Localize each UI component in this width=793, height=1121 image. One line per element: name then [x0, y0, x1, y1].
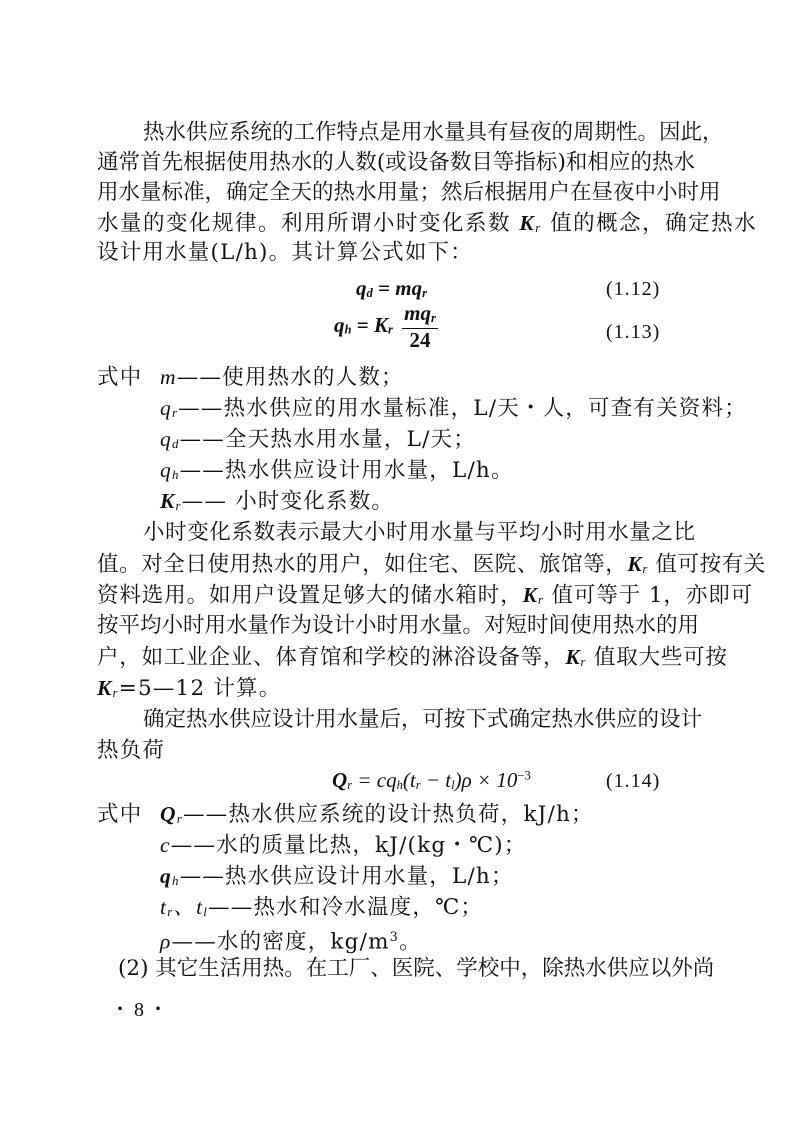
definition: ——热水供应设计用水量，L/h。 — [179, 458, 514, 483]
symbol: q — [160, 396, 172, 420]
symbol: q — [160, 864, 172, 888]
equation-1-12 — [356, 276, 427, 301]
text-segment: 值可等于 1，亦即可 — [551, 583, 754, 608]
subscript: l — [203, 904, 209, 919]
symbol: m — [160, 365, 177, 389]
eq-symbol: = mq — [378, 276, 423, 300]
equation-1-14 — [332, 768, 531, 793]
definition: ——热水和冷水温度，℃； — [208, 895, 484, 920]
eq-symbol: q — [334, 312, 345, 337]
paragraph-1-line-1: 热水供应系统的工作特点是用水量具有昼夜的周期性。因此， — [143, 120, 724, 145]
paragraph-2-line-5 — [97, 642, 728, 677]
where-list-2-item-5 — [160, 923, 422, 958]
definition: ——水的质量比热，kJ/(kg・℃)； — [170, 833, 527, 858]
definition: ——热水供应的用水量标准，L/天・人，可查有关资料； — [178, 396, 747, 421]
symbol: Q — [160, 802, 177, 826]
eq-equals: = — [356, 312, 369, 337]
equation-number-1-13: (1.13) — [606, 321, 661, 343]
definition: ——水的密度，kg/m — [171, 929, 390, 955]
eq-subscript: r — [415, 777, 421, 792]
symbol: ρ — [160, 929, 172, 954]
eq-symbol: )ρ × 10 — [454, 768, 518, 792]
paragraph-2-line-4: 按平均小时用水量作为设计小时用水量。对短时间使用热水的用 — [97, 613, 700, 638]
kr-symbol: K — [522, 583, 538, 607]
paragraph-4-line-1: (2) 其它生活用热。在工厂、医院、学校中，除热水供应以外尚 — [118, 956, 715, 981]
paragraph-2-line-2 — [97, 549, 766, 584]
text-segment: 值的概念，确定热水 — [550, 211, 758, 236]
subscript: r — [167, 904, 174, 919]
equation-number-1-12: (1.12) — [606, 278, 661, 300]
definition: ——全天热水用水量，L/天； — [179, 427, 476, 452]
paragraph-1-line-3: 用水量标准，确定全天的热水用量；然后根据用户在昼夜中小时用 — [97, 180, 721, 205]
definition: ——热水供应设计用水量，L/h； — [179, 864, 514, 889]
symbol: q — [160, 427, 172, 451]
text-segment: 值可按有关 — [655, 552, 766, 577]
kr-symbol: K — [565, 645, 581, 669]
superscript: 3 — [389, 930, 400, 945]
eq-subscript: r — [347, 777, 353, 792]
eq-symbol: Q — [332, 768, 348, 792]
kr-subscript: r — [535, 220, 542, 235]
where-list-1-item-2 — [160, 393, 747, 428]
eq-symbol: K — [373, 312, 388, 337]
paragraph-2-line-3 — [97, 580, 753, 615]
kr-symbol: K — [627, 552, 643, 576]
paragraph-3-line-2: 热负荷 — [97, 738, 166, 763]
eq-subscript: d — [366, 285, 373, 300]
text-segment: 值。对全日使用热水的用户，如住宅、医院、旅馆等， — [97, 552, 628, 577]
eq-subscript: r — [422, 285, 428, 300]
subscript: r — [175, 498, 182, 513]
where-list-2-item-4 — [160, 892, 483, 927]
symbol: K — [160, 489, 176, 513]
page-number: ・8・ — [110, 999, 172, 1021]
text-segment: 户，如工业企业、体育馆和学校的淋浴设备等， — [97, 645, 566, 670]
kr-subscript: r — [642, 561, 648, 576]
paragraph-2-line-1: 小时变化系数表示最大小时用水量与平均小时用水量之比 — [143, 520, 695, 545]
eq-subscript: r — [431, 310, 436, 325]
where-list-2-item-2 — [160, 830, 527, 861]
subscript: r — [171, 405, 179, 420]
eq-subscript: r — [388, 322, 393, 337]
paragraph-1-line-2: 通常首先根据使用热水的人数(或设备数目等指标)和相应的热水 — [97, 150, 695, 175]
fraction-denominator: 24 — [409, 327, 431, 352]
eq-symbol: q — [356, 276, 367, 300]
eq-subscript: h — [396, 777, 403, 792]
definition: —— 小时变化系数。 — [181, 489, 395, 514]
kr-subscript: r — [580, 654, 587, 669]
symbol: 、t — [173, 895, 204, 919]
paragraph-1-line-5: 设计用水量(L/h)。其计算公式如下： — [97, 240, 473, 265]
paragraph-3-line-1: 确定热水供应设计用水量后，可按下式确定热水供应的设计 — [143, 707, 703, 732]
text-segment: 水量的变化规律。利用所谓小时变化系数 — [97, 211, 520, 236]
where-list-1-item-1 — [97, 362, 404, 393]
definition: ——使用热水的人数； — [176, 365, 404, 390]
kr-symbol: K — [519, 211, 536, 235]
eq-symbol: − t — [420, 768, 452, 792]
subscript: d — [171, 436, 180, 451]
kr-subscript: r — [112, 685, 119, 700]
kr-subscript: r — [537, 592, 544, 607]
eq-subscript: l — [451, 777, 455, 792]
eq-exponent: −3 — [517, 768, 531, 783]
where-list-2-item-1 — [97, 799, 594, 834]
paragraph-2-line-6 — [97, 673, 281, 708]
text-segment: 值取大些可按 — [593, 645, 728, 670]
text-segment: 资料选用。如用户设置足够大的储水箱时， — [97, 583, 523, 608]
definition-tail: 。 — [399, 929, 422, 955]
equation-number-1-14: (1.14) — [606, 770, 661, 792]
eq-symbol: mq — [404, 301, 431, 325]
symbol: c — [160, 833, 171, 857]
subscript: h — [171, 467, 180, 482]
where-list-1-item-5 — [160, 486, 394, 521]
where-label: 式中 — [97, 365, 143, 390]
subscript: r — [176, 811, 183, 826]
symbol: t — [160, 895, 168, 919]
eq-symbol: (t — [402, 768, 416, 792]
where-list-1-item-4 — [160, 455, 514, 490]
subscript: h — [171, 873, 180, 888]
where-label: 式中 — [97, 802, 143, 827]
eq-subscript: h — [344, 322, 352, 337]
equation-1-13 — [334, 303, 438, 351]
text-segment: =5—12 计算。 — [118, 676, 282, 701]
symbol: q — [160, 458, 172, 482]
where-list-2-item-3 — [160, 861, 514, 896]
kr-symbol: K — [97, 676, 113, 700]
fraction — [402, 303, 438, 351]
fraction-numerator — [402, 303, 438, 329]
where-list-1-item-3 — [160, 424, 476, 459]
eq-symbol: = cq — [352, 768, 397, 792]
definition: ——热水供应系统的设计热负荷，kJ/h； — [182, 802, 594, 827]
